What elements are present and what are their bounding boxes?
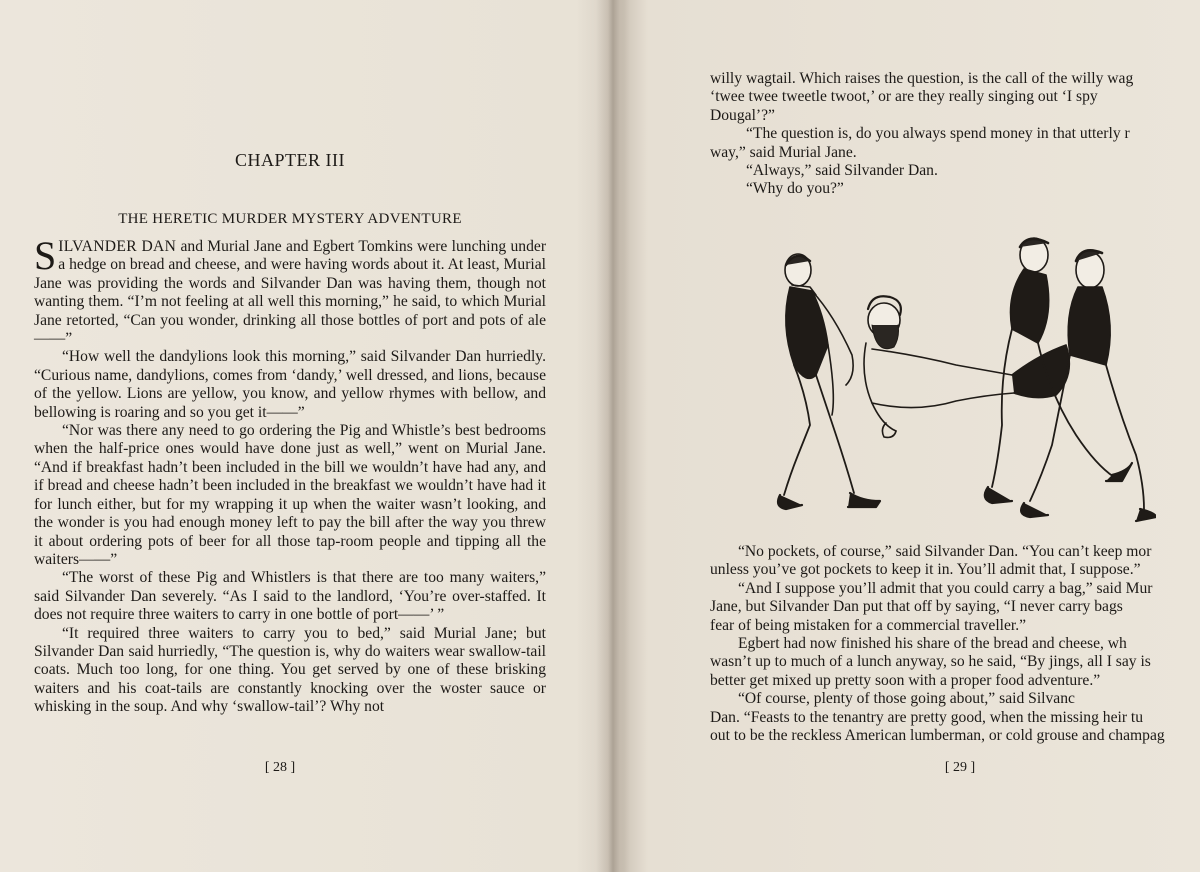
paragraph: “The worst of these Pig and Whistlers is that there are too many waiters,” said Silvander Dan severely. “As I said to the landlord, ‘You’re over-staffed. It does not require three waiters to carry in one bottle of port——’ ” <box>34 569 546 624</box>
chapter-subtitle: THE HERETIC MURDER MYSTERY ADVENTURE <box>118 211 462 227</box>
text-line: Dan. “Feasts to the tenantry are pretty good, when the missing heir tu <box>710 708 1144 726</box>
opening-paragraph-text: and Murial Jane and Egbert Tomkins were lunching under a hedge on bread and cheese, and were having words about it. At least, Murial Jane was providing the words and Silvander Dan was having them, though not wanting them. “I’m not feeling at all well this morning,” he said, to which Murial Jane retorted, “Can you wonder, drinking all those bottles of port and pots of ale——” <box>34 238 547 348</box>
text-line: way,” said Murial Jane. <box>710 143 857 161</box>
text-line: “Of course, plenty of those going about,” said Silvanc <box>738 690 1075 708</box>
text-line: wasn’t up to much of a lunch anyway, so he said, “By jings, all I say is <box>710 653 1151 671</box>
text-line: Dougal’?” <box>710 106 775 124</box>
text-line: unless you’ve got pockets to keep it in. You’ll admit that, I suppose.” <box>710 561 1141 579</box>
opening-smallcaps: ILVANDER DAN <box>58 238 177 255</box>
paragraph: “How well the dandylions look this morning,” said Silvander Dan hurriedly. “Curious name, dandylions, comes from ‘dandy,’ well dressed, and lions, because of the yellow. Lions are yellow, you know, and yellow rhymes with bellow, and bellowing is roaring and so you get it——” <box>34 348 546 421</box>
text-line: Jane, but Silvander Dan put that off by saying, “I never carry bags <box>710 598 1123 616</box>
text-line: ‘twee twee tweetle twoot,’ or are they really singing out ‘I spy <box>710 88 1098 106</box>
text-line: out to be the reckless American lumberman, or cold grouse and champag <box>710 727 1165 745</box>
paragraph: “Nor was there any need to go ordering the Pig and Whistle’s best bedrooms when the half-price ones would have done just as well,” went on Murial Jane. “And if breakfast hadn’t been included in the bill we wouldn’t have had any, and if bread and cheese hadn’t been included in the breakfast we wouldn’t have had it for lunch either, but for my wrapping it up when the waiter wasn’t looking, and the wonder is you had enough money left to pay the bill after the way you threw it about ordering pots of beer for all those tap-room people and tipping all the waiters——” <box>34 422 546 568</box>
text-line: “Always,” said Silvander Dan. <box>746 162 938 180</box>
right-page-bottom-text <box>710 543 1200 745</box>
paragraph: “It required three waiters to carry you to bed,” said Murial Jane; but Silvander Dan said hurriedly, “The question is, why do waiters wear swallow-tail coats. Much too long, for one thing. You get served by one of these brisking waiters and his coat-tails are constantly knocking over the woster sauce or whisking in the soup. And why ‘swallow-tail’? Why not <box>34 624 546 716</box>
left-waiter-figure <box>778 254 880 509</box>
right-page-top-text <box>710 70 1200 199</box>
opening-paragraph <box>34 233 547 348</box>
chapter-title: CHAPTER III <box>235 150 345 170</box>
text-line: willy wagtail. Which raises the question, is the call of the willy wag <box>710 70 1134 87</box>
text-line: “And I suppose you’ll admit that you could carry a bag,” said Mur <box>738 579 1153 597</box>
text-line: “No pockets, of course,” said Silvander Dan. “You can’t keep mor <box>738 543 1152 560</box>
right-page <box>628 0 1200 872</box>
text-line: “Why do you?” <box>746 180 844 198</box>
left-page-body <box>34 233 547 717</box>
page-number-left: [ 28 ] <box>264 760 296 775</box>
book-gutter <box>596 0 630 872</box>
text-line: Egbert had now finished his share of the bread and cheese, wh <box>738 635 1127 653</box>
text-line: better get mixed up pretty soon with a proper food adventure.” <box>710 671 1101 689</box>
waiters-carrying-man-illustration <box>776 225 1156 530</box>
text-line: “The question is, do you always spend money in that utterly r <box>746 125 1130 143</box>
text-line: fear of being mistaken for a commercial traveller.” <box>710 616 1027 634</box>
drop-cap: S <box>34 233 57 278</box>
page-number-right: [ 29 ] <box>944 760 976 775</box>
